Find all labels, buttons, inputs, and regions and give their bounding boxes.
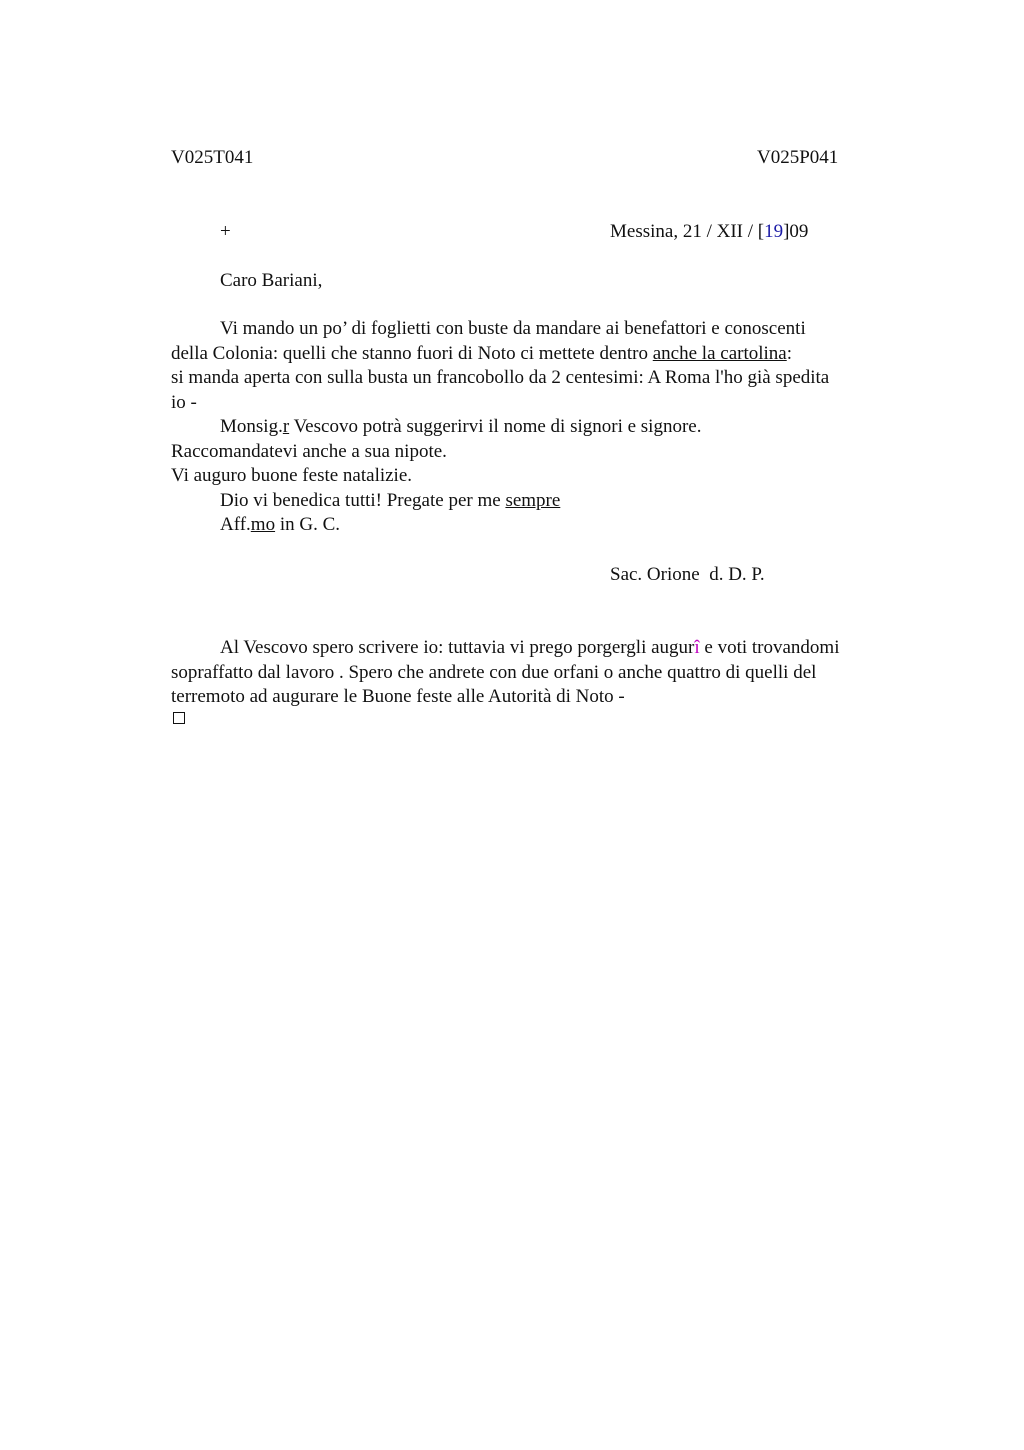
body-text: Dio vi benedica tutti! Pregate per me xyxy=(220,489,506,511)
body-line xyxy=(171,489,911,514)
closing-line xyxy=(171,513,911,538)
postscript-line xyxy=(171,636,911,661)
empty-box-symbol xyxy=(173,712,185,724)
underlined-text: anche la cartolina xyxy=(652,342,787,364)
body-line xyxy=(171,342,911,367)
date-editorial-insertion: 19 xyxy=(764,221,784,242)
body-text: in G. C. xyxy=(275,514,341,535)
letter-body xyxy=(171,317,911,538)
body-text: Aff. xyxy=(220,514,251,535)
date-suffix: ]09 xyxy=(783,221,809,242)
date-prefix: Messina, 21 / XII / [ xyxy=(610,221,765,242)
body-text: Vescovo potrà suggerirvi il nome di signori e signore. xyxy=(289,416,702,437)
body-text: e voti trovandomi xyxy=(699,637,840,658)
document-code-right: V025P041 xyxy=(757,147,839,168)
postscript-line: terremoto ad augurare le Buone feste alle Autorità di Noto - xyxy=(171,686,625,707)
body-line: Raccomandatevi anche a sua nipote. xyxy=(171,440,447,462)
body-line: Vi auguro buone feste natalizie. xyxy=(171,465,413,486)
body-line: io - xyxy=(171,391,197,413)
signature: Sac. Orione d. D. P. xyxy=(610,564,765,585)
cross-symbol: + xyxy=(220,221,231,242)
postscript xyxy=(171,636,911,710)
body-text: Al Vescovo spero scrivere io: tuttavia vi prego porgergli augur xyxy=(220,637,695,658)
document-code-left: V025T041 xyxy=(171,147,254,168)
underlined-text: mo xyxy=(250,514,276,535)
postscript-line: sopraffatto dal lavoro . Spero che andrete con due orfani o anche quattro di quelli del xyxy=(171,661,817,683)
body-text: : xyxy=(786,342,793,364)
body-text: Monsig. xyxy=(220,416,283,437)
body-line xyxy=(171,415,911,440)
letter-date xyxy=(610,220,808,245)
body-text: della Colonia: quelli che stanno fuori di Noto ci mettete dentro xyxy=(171,342,653,364)
editorial-mark: î xyxy=(694,637,700,658)
body-line: Vi mando un po’ di foglietti con buste da mandare ai benefattori e conoscenti xyxy=(220,318,806,339)
underlined-text: r xyxy=(282,416,290,437)
underlined-text: sempre xyxy=(505,489,561,511)
body-line: si manda aperta con sulla busta un francobollo da 2 centesimi: A Roma l'ho già spedita xyxy=(171,367,830,388)
salutation: Caro Bariani, xyxy=(220,270,323,291)
